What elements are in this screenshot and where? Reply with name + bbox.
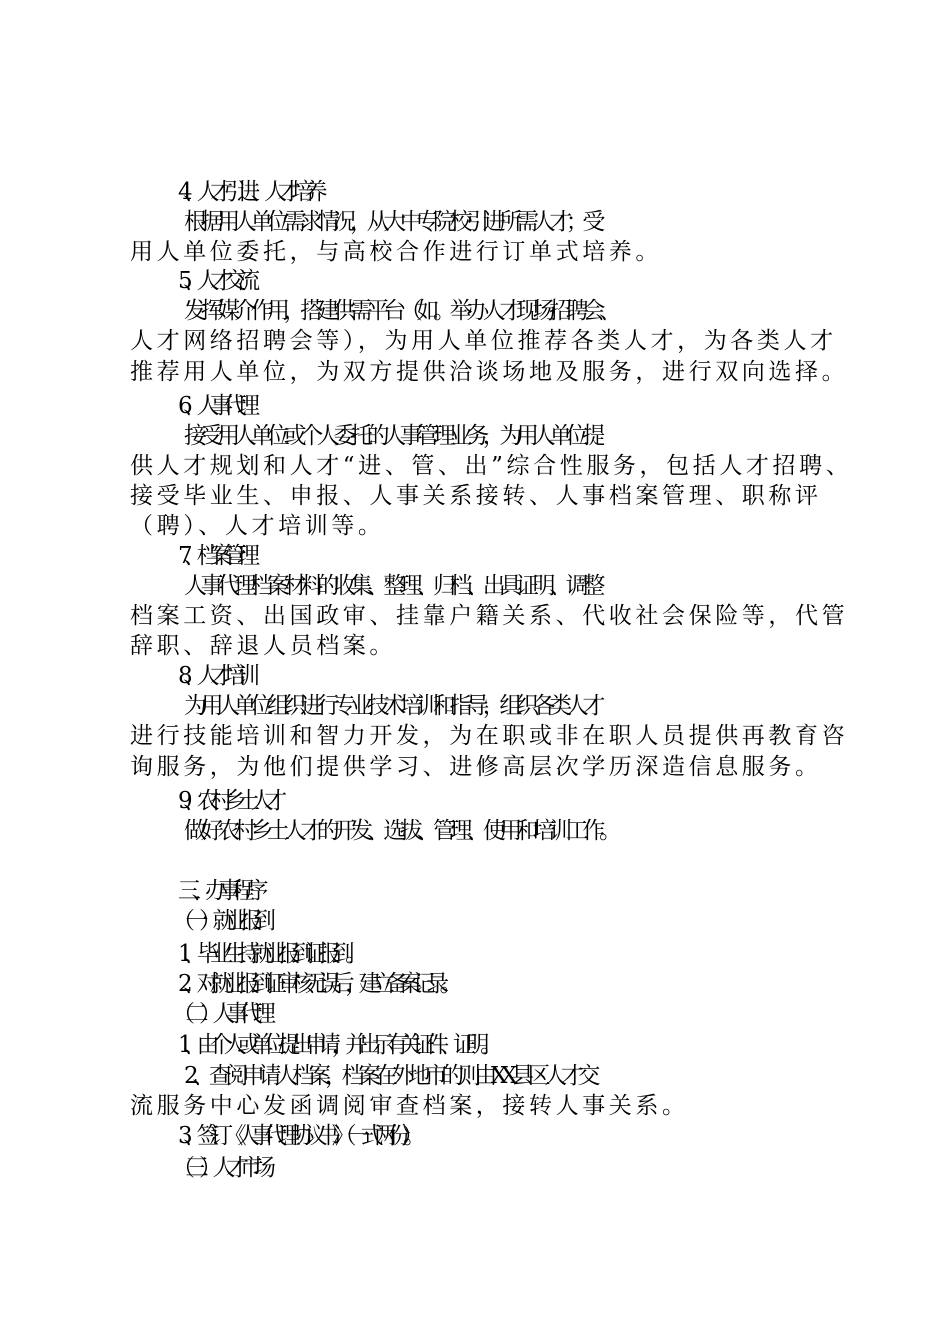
paragraph-line: 根据用人单位需求情况，从大中专院校引进所需人才；受: [184, 209, 600, 235]
list-item: 1、由个人或单位提出申请，并出示有关证件、证明。: [178, 1032, 494, 1058]
subheading-talent-market: （三）人才市场: [172, 1155, 267, 1181]
paragraph-line: （聘）、人才培训等。: [130, 513, 385, 539]
section-heading-procedures: 三、办事程序: [178, 878, 259, 904]
paragraph-line: 进行技能培训和智力开发，为在职或非在职人员提供再教育咨: [130, 723, 849, 749]
paragraph-line: 流服务中心发函调阅审查档案，接转人事关系。: [130, 1093, 689, 1119]
heading-archive-management: 7、档案管理: [178, 543, 251, 569]
subheading-personnel-agency: （二）人事代理: [172, 1001, 267, 1027]
heading-talent-exchange: 5、人才交流: [178, 268, 251, 294]
paragraph-line: 为用人单位组织进行专业技术培训和指导，组织各类人才: [184, 693, 600, 719]
paragraph-line: 人事代理档案材料的收集、整理、归档、出具证明、调整: [184, 573, 600, 599]
list-item: 2、查阅申请人档案，档案在外地市的则由XX县区人才交: [184, 1063, 594, 1089]
paragraph-line: 用人单位委托，与高校合作进行订单式培养。: [130, 239, 662, 265]
paragraph-line: 供人才规划和人才“进、管、出”综合性服务，包括人才招聘、: [130, 453, 853, 479]
heading-rural-talent: 9、农村乡土人才: [178, 788, 278, 814]
list-item: 2、对就业报到证审核无误后，建立备案记录。: [178, 971, 454, 997]
subheading-employment-report: （一）就业报到: [172, 908, 267, 934]
paragraph-line: 询服务，为他们提供学习、进修高层次学历深造信息服务。: [130, 754, 822, 780]
paragraph-line: 接受毕业生、申报、人事关系接转、人事档案管理、职称评: [130, 483, 822, 509]
paragraph-line: 接受用人单位或个人委托的人事管理业务，为用人单位提: [184, 423, 600, 449]
paragraph-line: 推荐用人单位，为双方提供洽谈场地及服务，进行双向选择。: [130, 359, 849, 385]
heading-personnel-agency: 6、人事代理: [178, 393, 251, 419]
paragraph-line: 人才网络招聘会等），为用人单位推荐各类人才，为各类人才: [130, 328, 837, 354]
paragraph-line: 档案工资、出国政审、挂靠户籍关系、代收社会保险等，代管: [130, 603, 849, 629]
heading-talent-training: 8、人才培训: [178, 663, 251, 689]
heading-talent-introduction: 4、人才引进、人才培养: [178, 179, 319, 205]
paragraph-line: 发挥媒介作用，搭建供需平台（如。举办人才现场招聘会、: [184, 298, 616, 324]
paragraph-line: 辞职、辞退人员档案。: [130, 633, 396, 659]
list-item: 1、毕业生持就业报到证报到。: [178, 941, 359, 967]
list-item: 3、签订《人事代理协议书》（一式两份）。: [178, 1123, 417, 1149]
paragraph-line: 做好农村乡土人才的开发、选拔、管理、使用和培训工作。: [184, 818, 616, 844]
